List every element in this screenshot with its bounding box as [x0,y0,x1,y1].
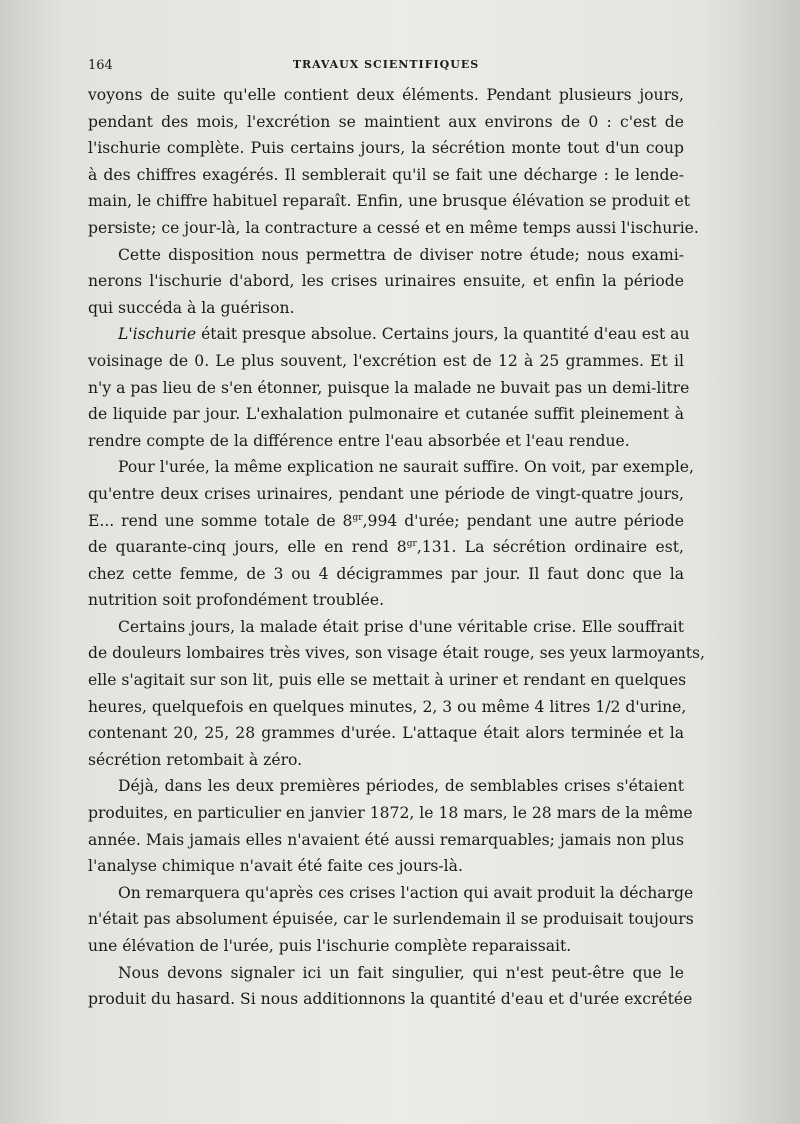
text-line: main, le chiffre habituel reparaît. Enfin, une brusque élévation se produit et [88,192,691,211]
text-line: à des chiffres exagérés. Il semblerait qu'il se fait une décharge : le lende- [88,165,684,184]
paragraph [88,880,694,960]
text-line: Cette disposition nous permettra de diviser notre étude; nous exami- [118,245,684,264]
text-line: persiste; ce jour-là, la contracture a cessé et en même temps aussi l'ischurie. [88,218,699,237]
paragraph [88,773,693,879]
paragraph [88,454,694,614]
text-line: chez cette femme, de 3 ou 4 décigrammes par jour. Il faut donc que la [88,564,684,583]
text-line: Pour l'urée, la même explication ne saurait suffire. On voit, par exemple, [118,458,694,477]
text-line: Déjà, dans les deux premières périodes, de semblables crises s'étaient [118,777,684,796]
paragraph [88,82,699,242]
unit-superscript: gr [352,512,363,523]
text-line [88,321,690,348]
text-line: rendre compte de la différence entre l'eau absorbée et l'eau rendue. [88,431,630,450]
running-title: TRAVAUX SCIENTIFIQUES [292,58,480,71]
text-line [88,534,684,561]
text-line: elle s'agitait sur son lit, puis elle se mettait à uriner et rendant en quelques [88,671,687,690]
paragraph [88,321,690,454]
text-line: produites, en particulier en janvier 1872, le 18 mars, le 28 mars de la même [88,804,693,823]
text-line: Nous devons signaler ici un fait singulier, qui n'est peut-être que le [118,963,684,982]
text-line: pendant des mois, l'excrétion se maintient aux environs de 0 : c'est de [88,112,684,131]
italic-term: L'ischurie [118,325,197,344]
text-fragment: ,131. La sécrétion ordinaire est, [416,538,685,557]
text-line: voyons de suite qu'elle contient deux éléments. Pendant plusieurs jours, [88,86,684,104]
text-line: contenant 20, 25, 28 grammes d'urée. L'attaque était alors terminée et la [88,724,684,743]
text-line: l'ischurie complète. Puis certains jours, la sécrétion monte tout d'un coup [88,139,684,158]
text-line: sécrétion retombait à zéro. [88,750,303,769]
text-line: heures, quelquefois en quelques minutes, 2, 3 ou même 4 litres 1/2 d'urine, [88,697,687,716]
text-line: de liquide par jour. L'exhalation pulmonaire et cutanée suffit pleinement à [88,405,684,424]
text-line: n'y a pas lieu de s'en étonner, puisque la malade ne buvait pas un demi-litre [88,378,690,397]
text-line: une élévation de l'urée, puis l'ischurie complète reparaissait. [88,937,572,955]
text-line: qu'entre deux crises urinaires, pendant une période de vingt-quatre jours, [88,484,684,503]
text-line: de douleurs lombaires très vives, son visage était rouge, ses yeux larmoyants, [88,644,705,663]
text-line: Certains jours, la malade était prise d'une véritable crise. Elle souffrait [118,617,684,636]
text-line: produit du hasard. Si nous additionnons la quantité d'eau et d'urée excrétée [88,990,693,1009]
paragraph [88,614,705,774]
text-line: nerons l'ischurie d'abord, les crises urinaires ensuite, et enfin la période [88,272,684,291]
text-fragment: était presque absolue. Certains jours, la quantité d'eau est au [196,325,690,344]
text-line [88,508,684,535]
text-fragment: de quarante-cinq jours, elle en rend 8 [88,538,407,557]
book-page [88,52,705,1013]
text-line: année. Mais jamais elles n'avaient été aussi remarquables; jamais non plus [88,830,684,849]
text-line: qui succéda à la guérison. [88,298,295,317]
text-fragment: ,994 d'urée; pendant une autre période [362,511,684,530]
unit-superscript: gr [406,539,417,550]
paragraph [88,960,693,1013]
text-line: nutrition soit profondément troublée. [88,591,385,610]
text-line: On remarquera qu'après ces crises l'action qui avait produit la décharge [118,883,694,902]
body-text [88,82,705,1013]
paragraph [88,242,684,322]
page-number: 164 [88,58,113,73]
text-line: n'était pas absolument épuisée, car le surlendemain il se produisait toujours [88,910,694,929]
text-fragment: E... rend une somme totale de 8 [88,511,353,530]
text-line: l'analyse chimique n'avait été faite ces jours-là. [88,857,463,876]
text-line: voisinage de 0. Le plus souvent, l'excrétion est de 12 à 25 grammes. Et il [88,351,684,370]
running-header [88,52,684,76]
